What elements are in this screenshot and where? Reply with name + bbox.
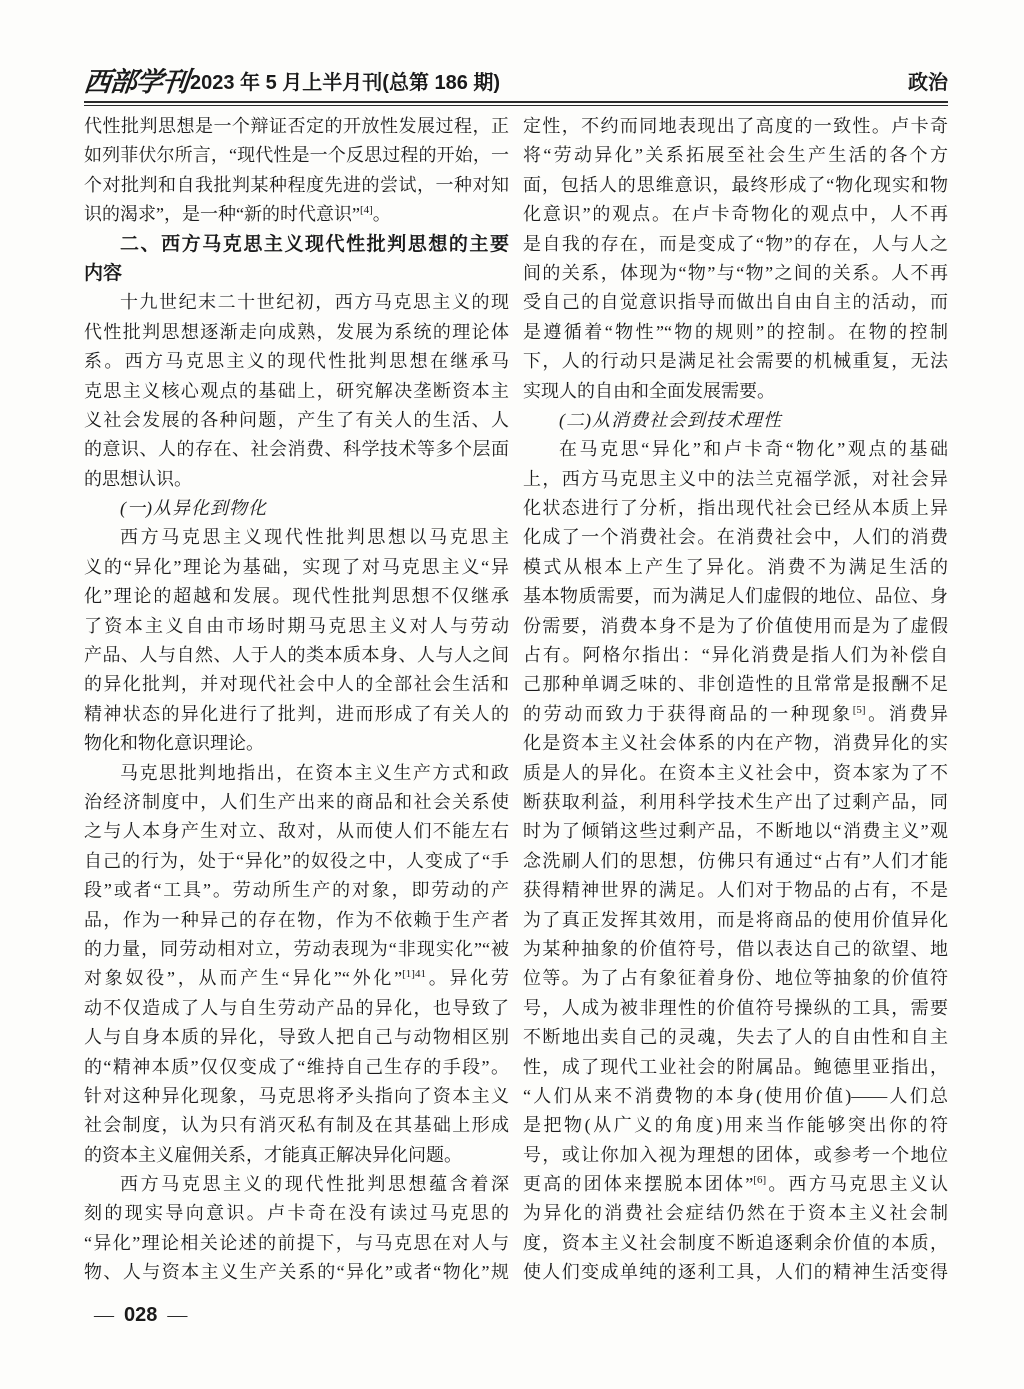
text-line — [523, 200, 948, 229]
text-run: 在马克思“异化”和卢卡奇“物化”观点的基础 — [559, 439, 948, 460]
text-run: 份需要，消费本身不是为了价值使用而是为了虚假 — [523, 615, 948, 636]
text-run: 二、西方马克思主义现代性批判思想的主要 — [120, 233, 509, 255]
text-line — [523, 1111, 948, 1140]
text-line — [84, 935, 509, 964]
text-line — [523, 494, 948, 523]
text-line — [523, 670, 948, 699]
text-run: 。 — [372, 204, 391, 225]
text-line — [523, 171, 948, 200]
text-run: 产品、人与自然、人于人的类本质本身、人与人之间 — [84, 645, 509, 666]
left-column — [84, 112, 509, 1288]
text-line — [523, 876, 948, 905]
text-run: 为了真正发挥其效用，而是将商品的使用价值异化 — [523, 909, 948, 930]
text-run: 是自我的存在，而是变成了“物”的存在，人与人之 — [523, 233, 948, 254]
text-line — [84, 435, 509, 464]
text-line — [84, 1199, 509, 1228]
text-line — [84, 1082, 509, 1111]
text-run: 治经济制度中，人们生产出来的商品和社会关系使 — [84, 791, 509, 812]
text-line — [523, 377, 948, 406]
text-line — [84, 906, 509, 935]
text-line — [523, 1170, 948, 1199]
text-line — [84, 347, 509, 376]
text-run: 物、人与资本主义生产关系的“异化”或者“物化”规 — [84, 1262, 509, 1283]
text-run: 个对批判和自我批判某种程度先进的尝试，一种对知 — [84, 174, 509, 195]
text-line — [523, 318, 948, 347]
text-run: 使人们变成单纯的逐利工具，人们的精神生活变得 — [523, 1262, 948, 1283]
text-line — [84, 994, 509, 1023]
text-line — [523, 1053, 948, 1082]
text-run: 性，成了现代工业社会的附属品。鲍德里亚指出， — [523, 1056, 948, 1077]
text-line — [523, 230, 948, 259]
text-run: 定性，不约而同地表现出了高度的一致性。卢卡奇 — [523, 116, 948, 136]
text-line — [84, 288, 509, 317]
text-line — [523, 465, 948, 494]
text-run: “异化”理论相关论述的前提下，与马克思在对人与 — [84, 1232, 509, 1253]
text-line — [84, 582, 509, 611]
text-run: 度，资本主义社会制度不断追逐剩余价值的本质， — [523, 1232, 948, 1253]
text-run: 化成了一个消费社会。在消费社会中，人们的消费 — [523, 527, 948, 548]
text-line — [84, 759, 509, 788]
text-run: 人与自身本质的异化，导致人把自己与动物相区别 — [84, 1027, 509, 1048]
text-line — [84, 729, 509, 758]
text-line — [523, 788, 948, 817]
text-run: 十九世纪末二十世纪初，西方马克思主义的现 — [120, 292, 509, 313]
text-run: 下，人的行动只是满足社会需要的机械重复，无法 — [523, 351, 948, 372]
text-line — [84, 406, 509, 435]
text-line — [523, 1082, 948, 1111]
text-run: 时为了倾销这些过剩产品，不断地以“消费主义”观 — [523, 821, 948, 842]
text-run: 受自己的自觉意识指导而做出自由自主的活动，而 — [523, 292, 948, 313]
text-run: 面，包括人的思维意识，最终形成了“物化现实和物 — [523, 174, 948, 195]
header-left — [84, 68, 500, 96]
text-run: 。异化劳 — [425, 968, 509, 989]
text-line — [84, 1170, 509, 1199]
text-run: 的思想认识。 — [84, 468, 192, 489]
text-line — [84, 876, 509, 905]
text-line — [84, 171, 509, 200]
text-line — [84, 700, 509, 729]
page-number: 028 — [124, 1304, 158, 1326]
text-line — [84, 1229, 509, 1258]
subsection-heading — [523, 406, 948, 435]
text-run: 。西方马克思主义认 — [766, 1174, 949, 1195]
footer-dash-left: — — [94, 1304, 114, 1326]
text-line — [84, 1141, 509, 1170]
text-line — [523, 1023, 948, 1052]
page-header — [84, 64, 948, 96]
text-run: 化状态进行了分析，指出现代社会已经从本质上异 — [523, 498, 948, 519]
text-run: 系。西方马克思主义的现代性批判思想在继承马 — [84, 351, 509, 372]
text-line — [84, 465, 509, 494]
text-run: 基本物质需要，而为满足人们虚假的地位、品位、身 — [523, 586, 948, 607]
text-run: 化”理论的超越和发展。现代性批判思想不仅继承 — [84, 586, 509, 607]
subsection-heading — [84, 494, 509, 523]
text-line — [523, 935, 948, 964]
text-run: 的劳动而致力于获得商品的一种现象 — [523, 703, 853, 724]
text-line — [523, 435, 948, 464]
text-run: 化是资本主义社会体系的内在产物，消费异化的实 — [523, 733, 948, 754]
section-heading-line — [84, 259, 509, 288]
text-line — [84, 1053, 509, 1082]
text-run: 的“精神本质”仅仅变成了“维持自己生存的手段”。 — [84, 1056, 509, 1077]
text-run: 克思主义核心观点的基础上，研究解决垄断资本主 — [84, 380, 509, 401]
text-line — [523, 759, 948, 788]
text-line — [523, 964, 948, 993]
text-line — [84, 523, 509, 552]
text-run: 代性批判思想是一个辩证否定的开放性发展过程，正 — [84, 116, 509, 136]
text-run: 义社会发展的各种问题，产生了有关人的生活、人 — [84, 409, 509, 430]
footer-dash-right: — — [167, 1304, 188, 1326]
text-run: 之与人本身产生对立、敌对，从而使人们不能左右 — [84, 821, 509, 842]
text-line — [523, 553, 948, 582]
text-line — [523, 641, 948, 670]
text-run: 获得精神世界的满足。人们对于物品的占有，不是 — [523, 880, 948, 901]
section-heading-line — [84, 230, 509, 259]
text-run: (二)从消费社会到技术理性 — [559, 409, 782, 430]
text-run: 西方马克思主义现代性批判思想以马克思主 — [120, 527, 509, 548]
text-run: 内容 — [84, 262, 123, 284]
text-run: (一)从异化到物化 — [120, 498, 267, 519]
issue-info: 2023 年 5 月上半月刊(总第 186 期) — [190, 72, 501, 94]
text-run: 模式从根本上产生了异化。消费不为满足生活的 — [523, 556, 948, 577]
text-line — [523, 729, 948, 758]
text-run: 念洗刷人们的思想，仿佛只有通过“占有”人们才能 — [523, 850, 948, 871]
text-run: 自己的行为，处于“异化”的奴役之中，人变成了“手 — [84, 850, 509, 871]
text-line — [523, 906, 948, 935]
text-run: 马克思批判地指出，在资本主义生产方式和政 — [120, 762, 509, 783]
text-run: 动不仅造成了人与自生劳动产品的异化，也导致了 — [84, 997, 509, 1018]
text-line — [523, 847, 948, 876]
text-line — [84, 788, 509, 817]
text-run: 西方马克思主义的现代性批判思想蕴含着深 — [120, 1174, 509, 1195]
text-line — [84, 318, 509, 347]
text-line — [523, 582, 948, 611]
text-run: 上，西方马克思主义中的法兰克福学派，对社会异 — [523, 468, 948, 489]
text-run: 实现人的自由和全面发展需要。 — [523, 380, 775, 401]
text-line — [523, 1199, 948, 1228]
text-run: 质是人的异化。在资本主义社会中，资本家为了不 — [523, 762, 948, 783]
text-run: 社会制度，认为只有消灭私有制及在其基础上形成 — [84, 1115, 509, 1136]
text-line — [84, 964, 509, 993]
text-run: 了资本主义自由市场时期马克思主义对人与劳动 — [84, 615, 509, 636]
header-divider — [84, 101, 948, 106]
text-run: 对象奴役”，从而产生“异化”“外化” — [84, 968, 403, 989]
text-line — [523, 523, 948, 552]
text-run: 是遵循着“物性”“物的规则”的控制。在物的控制 — [523, 321, 948, 342]
text-line — [84, 553, 509, 582]
text-line — [84, 641, 509, 670]
text-line — [523, 1141, 948, 1170]
text-line — [84, 847, 509, 876]
page-footer — [94, 1304, 187, 1327]
text-run: 如列菲伏尔所言，“现代性是一个反思过程的开始，一 — [84, 145, 509, 166]
text-line — [523, 347, 948, 376]
text-run: 针对这种异化现象，马克思将矛头指向了资本主义 — [84, 1085, 509, 1106]
text-run: 为异化的消费社会症结仍然在于资本主义社会制 — [523, 1203, 948, 1224]
text-line — [84, 1111, 509, 1140]
text-line — [84, 112, 509, 141]
text-run: 。消费异 — [865, 703, 949, 724]
text-line — [84, 612, 509, 641]
text-run: 刻的现实导向意识。卢卡奇在没有读过马克思的 — [84, 1203, 509, 1224]
text-line — [523, 1258, 948, 1287]
text-run: 精神状态的异化进行了批判，进而形成了有关人的 — [84, 703, 509, 724]
section-label: 政治 — [908, 72, 948, 94]
text-line — [84, 1023, 509, 1052]
text-line — [84, 200, 509, 229]
text-run: 是把物(从广义的角度)用来当作能够突出你的符 — [523, 1115, 948, 1136]
text-run: 段”或者“工具”。劳动所生产的对象，即劳动的产 — [84, 880, 509, 901]
text-line — [523, 288, 948, 317]
text-run: 品，作为一种异己的存在物，作为不依赖于生产者 — [84, 909, 509, 930]
text-run: 更高的团体来摆脱本团体” — [523, 1174, 754, 1195]
text-run: 识的渴求”，是一种“新的时代意识” — [84, 204, 360, 225]
text-run: “人们从来不消费物的本身(使用价值)——人们总 — [523, 1085, 948, 1106]
text-line — [84, 141, 509, 170]
text-run: 的力量，同劳动相对立，劳动表现为“非现实化”“被 — [84, 938, 509, 959]
text-run: 的意识、人的存在、社会消费、科学技术等多个层面 — [84, 439, 509, 460]
right-column — [523, 112, 948, 1288]
text-run: 占有。阿格尔指出：“异化消费是指人们为补偿自 — [523, 645, 948, 666]
text-line — [523, 112, 948, 141]
text-run: 位等。为了占有象征着身份、地位等抽象的价值符 — [523, 968, 948, 989]
text-line — [84, 670, 509, 699]
text-run: 物化和物化意识理论。 — [84, 733, 264, 754]
text-run: 将“劳动异化”关系拓展至社会生产生活的各个方 — [523, 145, 948, 166]
journal-logo: 西部学刊 — [82, 67, 190, 97]
text-run: 间的关系，体现为“物”与“物”之间的关系。人不再 — [523, 262, 948, 283]
text-line — [84, 817, 509, 846]
text-run: 化意识”的观点。在卢卡奇物化的观点中，人不再 — [523, 204, 948, 225]
text-line — [523, 1229, 948, 1258]
text-run: 号，人成为被非理性的价值符号操纵的工具，需要 — [523, 997, 948, 1018]
text-run: 断获取利益，利用科学技术生产出了过剩产品，同 — [523, 791, 948, 812]
text-line — [523, 612, 948, 641]
citation-superscript: [1]41 — [402, 968, 426, 981]
text-line — [84, 377, 509, 406]
text-line — [523, 994, 948, 1023]
text-line — [523, 700, 948, 729]
text-run: 为某种抽象的价值符号，借以表达自己的欲望、地 — [523, 938, 948, 959]
text-run: 的资本主义雇佣关系，才能真正解决异化问题。 — [84, 1144, 462, 1165]
citation-superscript: [4] — [359, 204, 373, 217]
text-run: 己那种单调乏味的、非创造性的且常常是报酬不足 — [523, 674, 948, 695]
text-line — [523, 817, 948, 846]
text-run: 不断地出卖自己的灵魂，失去了人的自由性和自主 — [523, 1027, 948, 1048]
text-columns — [84, 112, 948, 1288]
text-run: 的异化批判，并对现代社会中人的全部社会生活和 — [84, 674, 509, 695]
text-run: 号，或让你加入视为理想的团体，或参考一个地位 — [523, 1144, 948, 1165]
text-run: 义的“异化”理论为基础，实现了对马克思主义“异 — [84, 556, 509, 577]
citation-superscript: [5] — [852, 703, 866, 716]
text-line — [84, 1258, 509, 1287]
text-run: 代性批判思想逐渐走向成熟，发展为系统的理论体 — [84, 321, 509, 342]
text-line — [523, 141, 948, 170]
citation-superscript: [6] — [753, 1174, 767, 1187]
text-line — [523, 259, 948, 288]
